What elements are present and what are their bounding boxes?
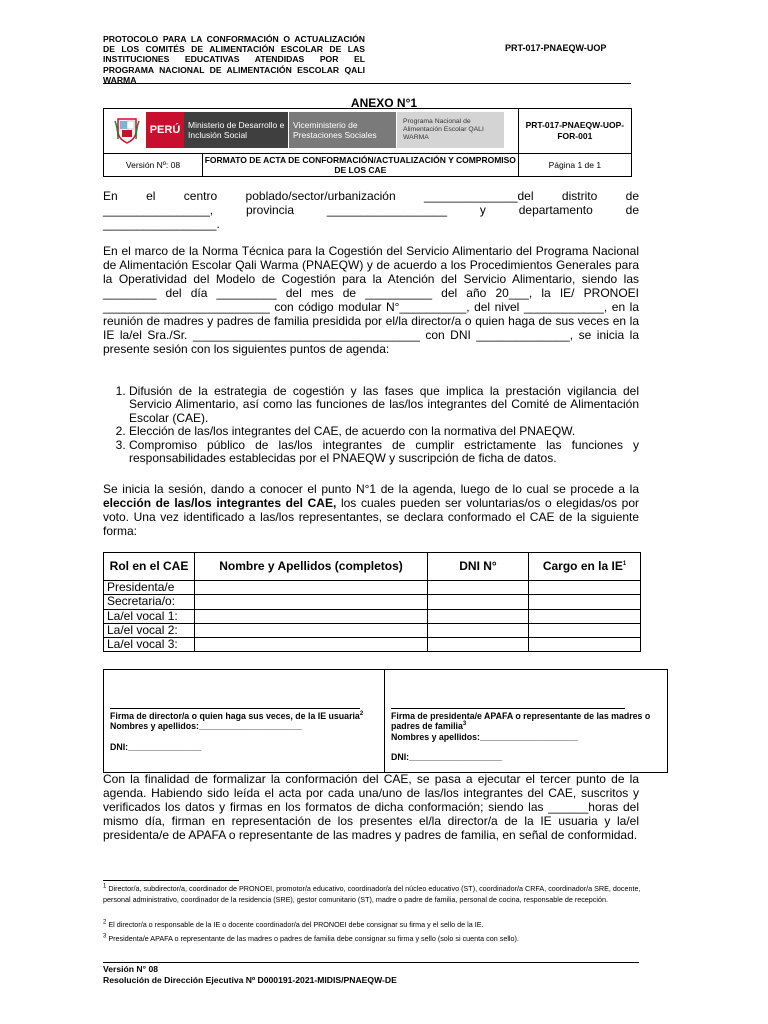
dni-label: DNI: xyxy=(391,752,410,763)
names-blank: _____________________ xyxy=(198,721,302,732)
footer-version: Versión N° 08 xyxy=(103,964,159,974)
footnote-ref: 3 xyxy=(462,721,467,728)
names-label: Nombres y apellidos: xyxy=(391,731,480,742)
annex-title: ANEXO N°1 xyxy=(350,96,418,110)
col-role: Rol en el CAE xyxy=(104,553,195,581)
name-cell[interactable] xyxy=(195,638,428,652)
dni-cell[interactable] xyxy=(428,623,529,637)
framework-paragraph: En el marco de la Norma Técnica para la Cogestión del Servicio Alimentario del Programa Nacional de Alimentación Escolar Qali Warma (PNAEQW) y de acuerdo a los Procedimientos Generales para la Operatividad del Modelo de Cogestión para la Atención del Servicio Alimentario, siendo las ________ del día _________ del mes de __________ del año 20___, la IE/ PRONOEI _________________________ con código modular N°__________, del nivel ____________, en la reunión de madres y padres de familia presidida por el/la director/a o quien haga de sus veces en la IE la/el Sra./Sr. __________________________________ con DNI ______________, se inicia la presente sesión con los siguientes puntos de agenda: xyxy=(103,244,639,356)
footnote-1 xyxy=(103,884,643,905)
protocol-title: PROTOCOLO PARA LA CONFORMACIÓN O ACTUALIZACIÓN DE LOS COMITÉS DE ALIMENTACIÓN ESCOLAR DE LAS INSTITUCIONES EDUCATIVAS ATENDIDAS POR EL PROGRAMA NACIONAL DE ALIMENTACIÓN ESCOLAR QALI WARMA xyxy=(103,34,365,85)
footer-resolution: Resolución de Dirección Ejecutiva Nº D000191-2021-MIDIS/PNAEQW-DE xyxy=(103,975,397,985)
name-cell[interactable] xyxy=(195,623,428,637)
dni-cell[interactable] xyxy=(428,581,529,595)
position-cell[interactable] xyxy=(529,623,641,637)
footnote-number: 2 xyxy=(103,919,107,926)
dni-cell[interactable] xyxy=(428,638,529,652)
footnote-text: El director/a o responsable de la IE o docente coordinador/a del PRONOEI debe consignar su firma y el sello de la IE. xyxy=(106,920,484,929)
vice-ministry-label: Viceministerio de Prestaciones Sociales xyxy=(288,112,396,148)
role-cell: La/el vocal 1: xyxy=(104,609,195,623)
footnote-number: 1 xyxy=(103,883,107,890)
location-paragraph xyxy=(103,189,639,231)
table-row xyxy=(104,623,641,637)
table-row xyxy=(104,638,641,652)
footnote-2 xyxy=(103,920,643,931)
role-cell: Secretaria/o: xyxy=(104,595,195,609)
apafa-signature-block[interactable] xyxy=(391,708,656,763)
peru-label: PERÚ xyxy=(146,112,184,148)
page-number: Página 1 de 1 xyxy=(518,154,631,177)
location-line-2: ________________, provincia __________________ y departamento de xyxy=(103,203,639,217)
dni-cell[interactable] xyxy=(428,595,529,609)
header-code: PRT-017-PNAEQW-UOP xyxy=(505,43,607,53)
format-title: FORMATO DE ACTA DE CONFORMACIÓN/ACTUALIZACIÓN Y COMPROMISO DE LOS CAE xyxy=(203,154,519,177)
footnote-text: Director/a, subdirector/a, coordinador de PRONOEI, promotor/a educativo, coordinador/a del núcleo educativo (ST), coordinador/a CRFA, coordinador/a SRE, docente, personal administrativo, coordinador de la residencia (SRE), gestor comunitario (ST), madre o padre de familia, personal de cocina, responsable de recepción. xyxy=(103,884,641,904)
names-label: Nombres y apellidos: xyxy=(110,721,199,732)
table-row xyxy=(104,581,641,595)
position-cell[interactable] xyxy=(529,581,641,595)
election-text-end: los cuales pueden ser voluntarias/os o elegidas/os por voto. Una vez identificado a las/los representantes, se declara conformado el CAE de la siguiente forma: xyxy=(103,496,639,538)
election-text-start: Se inicia la sesión, dando a conocer el punto N°1 de la agenda, luego de lo cual se procede a la xyxy=(103,482,639,496)
col-position-label: Cargo en la IE xyxy=(542,559,623,573)
election-paragraph xyxy=(103,482,639,538)
format-code: PRT-017-PNAEQW-UOP-FOR-001 xyxy=(518,109,631,154)
col-position xyxy=(529,553,641,581)
signature-line xyxy=(110,708,360,709)
program-label: Programa Nacional de Alimentación Escolar QALI WARMA xyxy=(396,112,504,148)
coat-of-arms-icon xyxy=(108,112,146,148)
version-cell: Versión Nº: 08 xyxy=(104,154,203,177)
dni-cell[interactable] xyxy=(428,609,529,623)
col-name: Nombre y Apellidos (completos) xyxy=(195,553,428,581)
election-text-bold: elección de las/los integrantes del CAE, xyxy=(103,496,337,510)
agenda-item: 3. Compromiso público de las/los integrantes de cumplir estrictamente las funciones y responsabilidades establecidas por el PNAEQW y suscripción de ficha de datos. xyxy=(129,439,639,466)
signature-box xyxy=(103,669,668,773)
footnote-3 xyxy=(103,934,643,945)
dni-label: DNI: xyxy=(110,741,129,752)
closing-paragraph: Con la finalidad de formalizar la conformación del CAE, se pasa a ejecutar el tercer punto de la agenda. Habiendo sido leída el acta por cada una/uno de las/los integrantes del CAE, suscritos y verificados los datos y firmas en los formatos de dicha conformación; siendo las ______horas del mismo día, firman en representación de los presentes el/la director/a de la IE usuaria y la/el presidenta/e de APAFA o representante de las madres y padres de familia, en señal de conformidad. xyxy=(103,772,639,842)
name-cell[interactable] xyxy=(195,595,428,609)
ministry-label: Ministerio de Desarrollo e Inclusión Social xyxy=(184,112,288,148)
agenda-item: 1. Difusión de la estrategia de cogestión y las fases que implica la prestación vigilancia del Servicio Alimentario, así como las funciones de las/los integrantes del Comité de Alimentación Escolar (CAE). xyxy=(129,385,639,425)
signature-divider xyxy=(384,670,385,773)
position-cell[interactable] xyxy=(529,638,641,652)
director-signature-title: Firma de director/a o quien haga sus veces, de la IE usuaria xyxy=(110,711,360,721)
location-line-1: En el centro poblado/sector/urbanización ______________del distrito de xyxy=(103,189,639,203)
footnote-number: 3 xyxy=(103,933,107,940)
names-blank: ____________________ xyxy=(479,731,578,742)
table-row xyxy=(104,609,641,623)
logo-banner-cell xyxy=(104,109,519,154)
institutional-logo xyxy=(108,112,504,148)
footnote-ref: 1 xyxy=(622,561,627,567)
table-header-row xyxy=(104,553,641,581)
footer-divider xyxy=(103,962,639,963)
agenda-list xyxy=(103,385,639,465)
format-meta-table xyxy=(103,108,632,177)
director-signature-block[interactable] xyxy=(110,708,375,752)
location-line-3: _________________. xyxy=(103,217,220,231)
header-divider xyxy=(103,83,631,84)
signature-line xyxy=(391,708,625,709)
role-cell: La/el vocal 3: xyxy=(104,638,195,652)
role-cell: Presidenta/e xyxy=(104,581,195,595)
role-cell: La/el vocal 2: xyxy=(104,623,195,637)
apafa-signature-title: Firma de presidenta/e APAFA o representante de las madres o padres de familia xyxy=(391,711,651,732)
footnote-divider xyxy=(103,880,239,881)
name-cell[interactable] xyxy=(195,609,428,623)
dni-blank: _______________ xyxy=(128,741,202,752)
footnote-ref: 2 xyxy=(359,711,364,718)
position-cell[interactable] xyxy=(529,595,641,609)
col-dni: DNI N° xyxy=(428,553,529,581)
name-cell[interactable] xyxy=(195,581,428,595)
dni-blank: ___________________ xyxy=(409,752,503,763)
agenda-item: 2. Elección de las/los integrantes del CAE, de acuerdo con la normativa del PNAEQW. xyxy=(129,425,639,438)
table-row xyxy=(104,595,641,609)
position-cell[interactable] xyxy=(529,609,641,623)
cae-members-table xyxy=(103,552,641,652)
footnote-text: Presidenta/e APAFA o representante de las madres o padres de familia debe consignar su firma y sello (solo si cuenta con sello). xyxy=(106,934,519,943)
